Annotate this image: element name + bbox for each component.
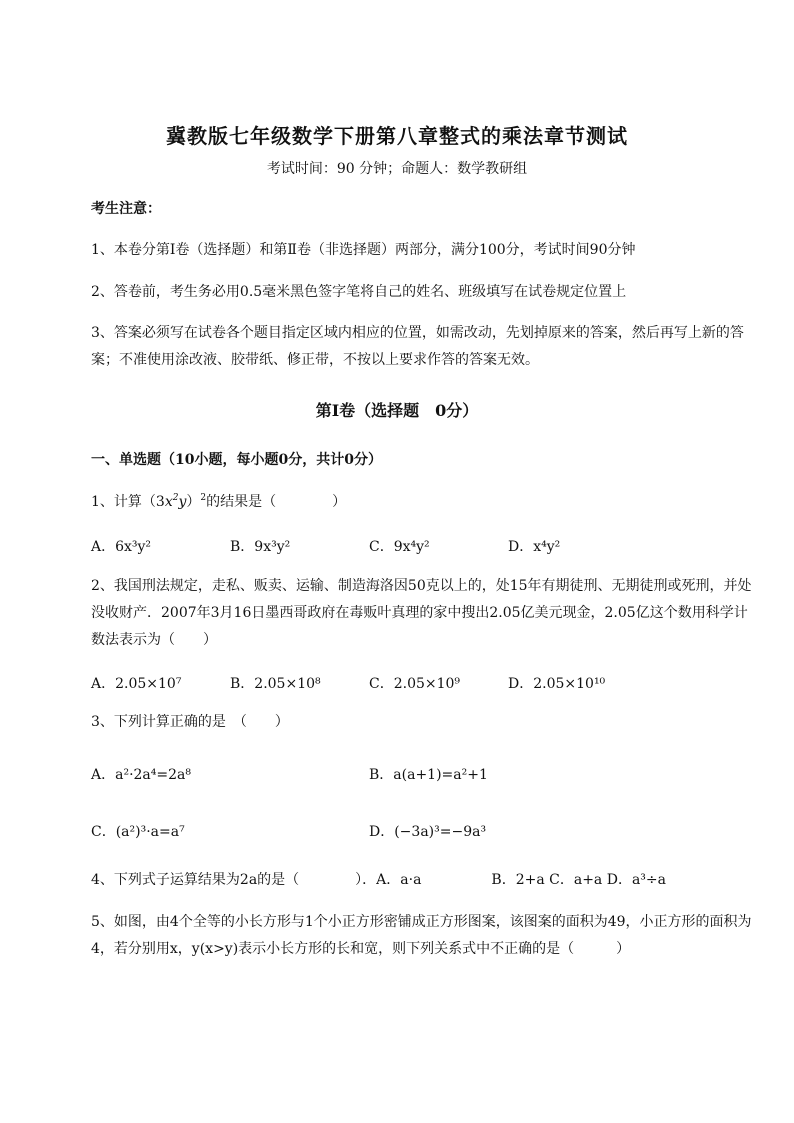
- question-1-option-d[interactable]: D．x⁴y²: [508, 539, 561, 555]
- question-1-stem: 1、计算$(3x^2y)^2$的结果是（ ）: [91, 493, 347, 510]
- question-1-option-a[interactable]: A．6x³y²: [91, 539, 152, 555]
- question-3-option-b[interactable]: B．a(a+1)=a²+1: [369, 767, 488, 783]
- exam-subtitle: 考试时间：90 分钟；命题人：数学教研组: [266, 161, 528, 177]
- notice-3: 3、答案必须写在试卷各个题目指定区域内相应的位置，如需改动，先划掉原来的答案，然后再写上新的答案；不准使用涂改液、胶带纸、修正带，不按以上要求作答的答案无效。: [91, 325, 744, 368]
- notice-heading: 考生注意：: [91, 201, 161, 217]
- question-2-option-a[interactable]: A．2.05×10⁷: [91, 676, 182, 692]
- question-2-stem: 2、我国刑法规定，走私、贩卖、运输、制造海洛因50克以上的，处15年有期徒刑、无期徒刑或死刑，并处没收财产．2007年3月16日墨西哥政府在毒贩叶真理的家中搜出2.05亿美元现金，2.05亿这个数用科学计数法表示为（ ）: [91, 578, 752, 648]
- question-3-option-a[interactable]: A．a²·2a⁴=2a⁸: [91, 767, 191, 783]
- question-1-option-c[interactable]: C．9x⁴y²: [369, 539, 430, 555]
- question-5-stem: 5、如图，由4个全等的小长方形与1个小正方形密铺成正方形图案，该图案的面积为49，小正方形的面积为4，若分别用x，y(x>y)表示小长方形的长和宽，则下列关系式中不正确的是（ ）: [91, 914, 752, 957]
- question-1-suffix: 的结果是（ ）: [206, 494, 347, 510]
- question-4-stem: 4、下列式子运算结果为2a的是（ ）．A．a·a B．2+a C．a+a D．a³÷a: [91, 872, 666, 888]
- section-title: 第Ⅰ卷（选择题 0分）: [315, 401, 479, 420]
- question-3-option-d[interactable]: D．(−3a)³=−9a³: [369, 824, 487, 840]
- question-3-stem: 3、下列计算正确的是 （ ）: [91, 714, 289, 730]
- question-1-prefix: 1、计算（3: [91, 494, 165, 510]
- question-1-expression: $x^2y$: [164, 493, 187, 510]
- part-heading: 一、单选题（10小题，每小题0分，共计0分）: [91, 452, 382, 468]
- question-2-option-d[interactable]: D．2.05×10¹⁰: [508, 676, 606, 692]
- notice-2: 2、答卷前，考生务必用0.5毫米黑色签字笔将自己的姓名、班级填写在试卷规定位置上: [91, 284, 627, 300]
- question-3-option-c[interactable]: C．(a²)³·a=a⁷: [91, 824, 185, 840]
- question-2-option-b[interactable]: B．2.05×10⁸: [230, 676, 321, 692]
- notice-1: 1、本卷分第Ⅰ卷（选择题）和第Ⅱ卷（非选择题）两部分，满分100分，考试时间90分钟: [91, 242, 636, 258]
- question-1-option-b[interactable]: B．9x³y²: [230, 539, 291, 555]
- question-2-option-c[interactable]: C．2.05×10⁹: [369, 676, 461, 692]
- exam-title: 冀教版七年级数学下册第八章整式的乘法章节测试: [166, 124, 628, 148]
